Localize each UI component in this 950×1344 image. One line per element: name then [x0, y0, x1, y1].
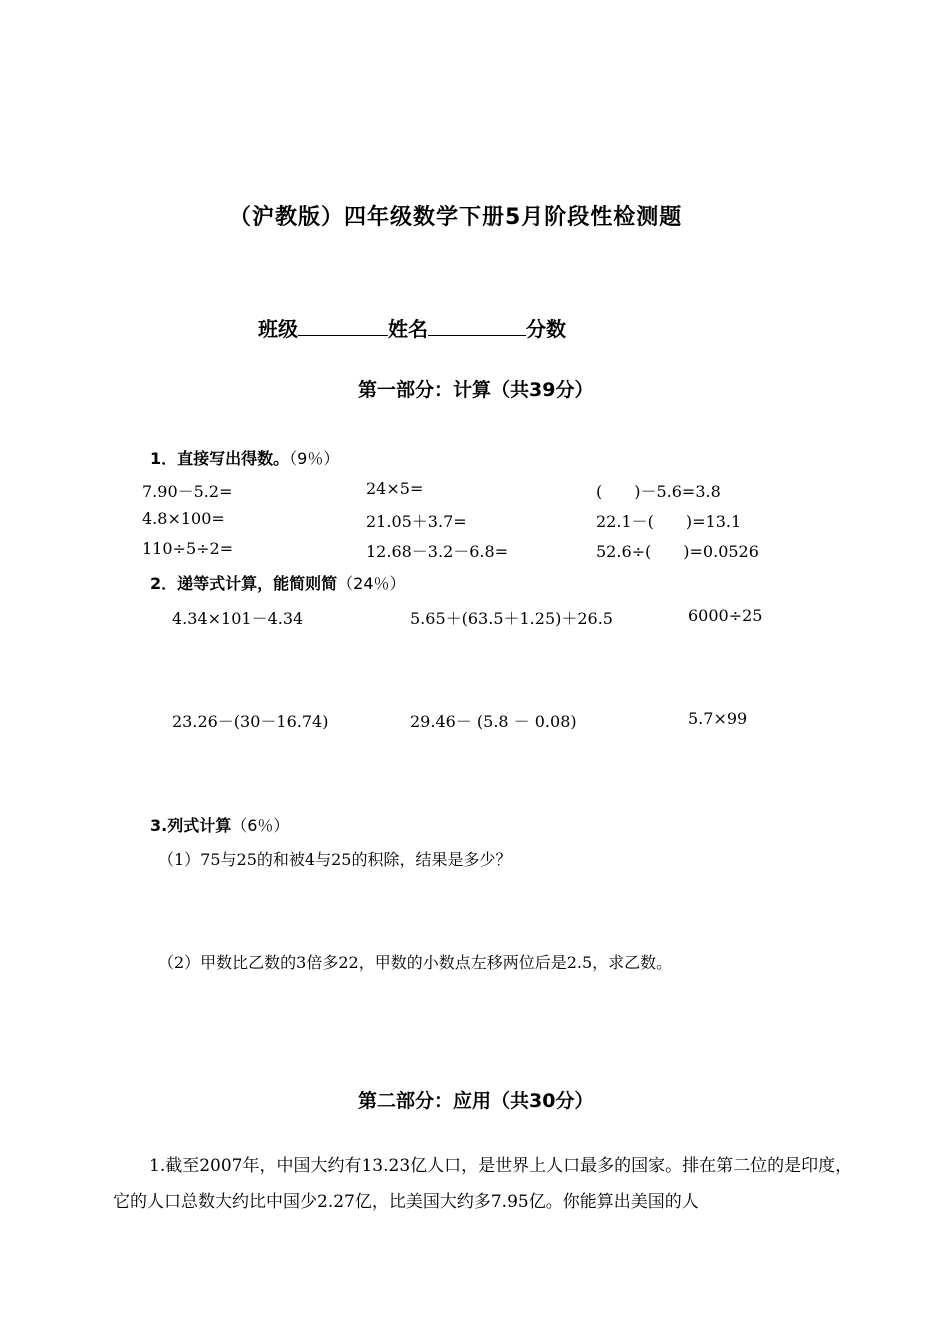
q2-title-text: 2．递等式计算，能简则简 — [150, 574, 338, 593]
q1-title-text: 1．直接写出得数。 — [150, 449, 290, 468]
score-label: 分数 — [526, 317, 566, 341]
q3-item-2: （2）甲数比乙数的3倍多22，甲数的小数点左移两位后是2.5，求乙数。 — [158, 953, 673, 972]
q2-item: 29.46－ (5.8 － 0.08) — [410, 712, 577, 731]
q1-item: 21.05＋3.7= — [366, 512, 467, 531]
part2-heading: 第二部分：应用（共30分） — [358, 1090, 594, 1112]
q2-percent: （24％） — [337, 574, 406, 593]
q2-item: 5.7×99 — [688, 709, 748, 728]
q1-item: 24×5= — [366, 479, 424, 498]
q3-item-1: （1）75与25的和被4与25的积除，结果是多少？ — [158, 850, 512, 869]
q3-title-text: 3.列式计算 — [150, 816, 232, 835]
q3-title — [150, 813, 289, 836]
part1-heading: 第一部分：计算（共39分） — [358, 379, 594, 401]
q1-item: 52.6÷( )=0.0526 — [596, 542, 759, 561]
name-blank[interactable] — [428, 335, 526, 336]
name-label: 姓名 — [388, 317, 428, 341]
class-label: 班级 — [258, 317, 298, 341]
class-blank[interactable] — [298, 335, 388, 336]
q2-item: 5.65＋(63.5＋1.25)＋26.5 — [410, 609, 613, 628]
q1-item: ( )－5.6=3.8 — [596, 482, 721, 501]
q1-title — [150, 446, 339, 469]
q1-item: 22.1－( )=13.1 — [596, 512, 742, 531]
part2-problem-1: 1.截至2007年，中国大约有13.23亿人口，是世界上人口最多的国家。排在第二位的是印度，它的人口总数大约比中国少2.27亿，比美国大约多7.95亿。你能算出美国的人 — [113, 1156, 853, 1212]
q1-item: 110÷5÷2= — [142, 539, 234, 558]
q3-percent: （6％） — [231, 816, 290, 835]
q1-percent: （9％） — [289, 449, 340, 468]
q1-item: 12.68－3.2－6.8= — [366, 542, 509, 561]
page-title: （沪教版）四年级数学下册5月阶段性检测题 — [229, 205, 683, 230]
q2-item: 6000÷25 — [688, 606, 763, 625]
q2-title — [150, 571, 406, 594]
q2-item: 23.26－(30－16.74) — [172, 712, 329, 731]
info-line — [258, 313, 566, 342]
q2-item: 4.34×101－4.34 — [172, 609, 304, 628]
q1-item: 7.90－5.2= — [142, 482, 233, 501]
q1-item: 4.8×100= — [142, 509, 225, 528]
